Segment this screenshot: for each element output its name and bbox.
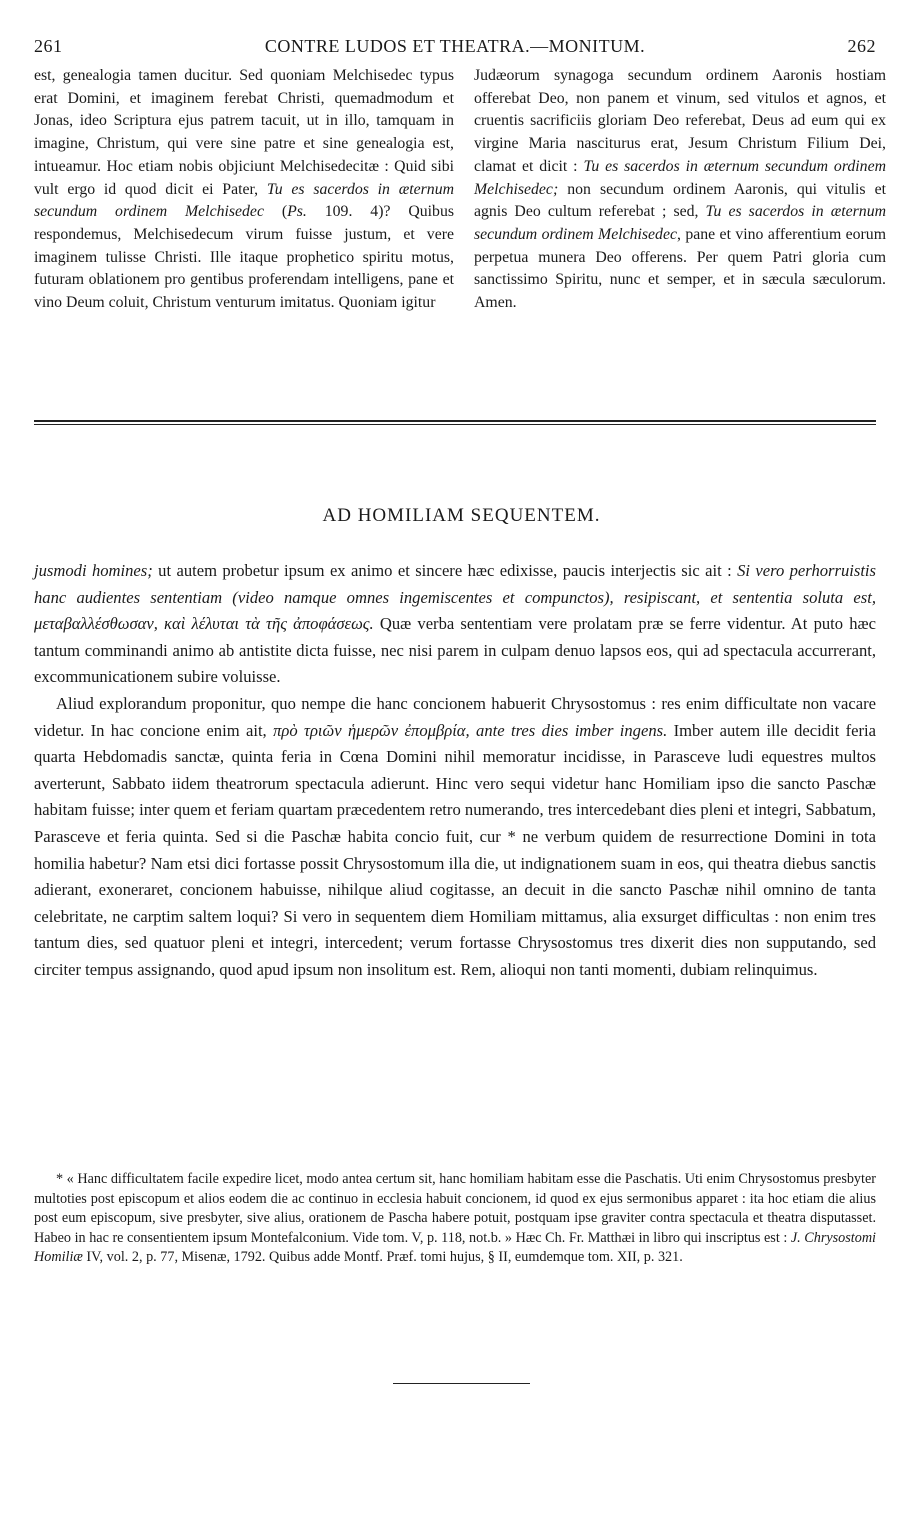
running-header: [34, 36, 876, 62]
right-column: [474, 65, 886, 315]
section-title: AD HOMILIAM SEQUENTEM.: [322, 505, 601, 526]
italic-ref: Ps.: [287, 203, 307, 221]
text-run: 109. 4)? Quibus respondemus, Melchisedecum virum fuisse justum, et vere imaginem tulisse Christi. Ille itaque prophetico spiritu motus, futuram oblationem pro gentibus proferendam intelligens, pane et vino Deum coluit, Christum venturum imitatus. Quoniam igitur: [34, 203, 454, 312]
text-run: Quæ verba sententiam vere prolatam præ se ferre videntur. At puto hæc tantum comminandi animo ab antistite dicta fuisse, nec nisi parem in culpam denuo lapsos eos, qui ad spectacula accurrerant, excommunicationem subire voluisse.: [34, 614, 876, 687]
italic-quote: Tu es sacerdos in æternum secundum ordinem Melchisedec;: [474, 157, 886, 198]
text-run: non secundum ordinem Aaronis, qui vitulis et agnis Deo cultum referebat ; sed,: [474, 180, 886, 221]
text-run: Judæorum synagoga secundum ordinem Aaronis hostiam offerebat Deo, non panem et vinum, sed vitulos et agnos, et cruentis sacrificiis gloriam Deo referebat, Deus ad eum qui ex virgine Maria nasciturus erat, Jesum Christum Filium Dei, clamat et dicit :: [474, 67, 886, 175]
text-run: (: [263, 203, 288, 221]
italic-quote: Tu es sacerdos in æternum secundum ordinem Melchisedec: [474, 203, 886, 243]
page-number-left: 261: [34, 36, 63, 56]
text-run: * « Hanc difficultatem facile expedire licet, modo antea certum sit, hanc homiliam habitam esse die Paschatis. Uti enim Chrysostomus presbyter multoties post episcopum et alios eodem die ac continuo in ecclesia habuit concionem, id quod ex ejus sermonibus apparet : ita hoc etiam die alius post eum episcopum, sive presbyter, sive alius, orationem de Pascha habere potuit, postquam ipse graviter contra spectacula et theatra disputasset. Habeo in hac re consentientem ipsum Montefalconium. Vide tom. V, p. 118, not.b. » Hæc Ch. Fr. Matthæi in libro qui inscriptus est :: [34, 1171, 876, 1246]
main-body: [34, 558, 876, 984]
right-column-text: [474, 65, 886, 315]
text-run: ut autem probetur ipsum ex animo et sincere hæc edixisse, paucis interjectis sic ait :: [152, 561, 738, 580]
footnote-text: [34, 1170, 876, 1268]
body-paragraph-2: [34, 691, 876, 984]
page-number-right: 262: [847, 36, 876, 56]
italic-quote: πρὸ τριῶν ἡμερῶν ἐπομβρία, ante tres dies imber ingens.: [273, 720, 668, 740]
footnote: [34, 1170, 876, 1268]
end-rule: [393, 1383, 530, 1384]
body-paragraph-1: [34, 558, 876, 691]
text-run: Aliud explorandum proponitur, quo nempe die hanc concionem habuerit Chrysostomus : res enim difficultate non vacare videtur. In hac concione enim ait,: [34, 693, 876, 740]
text-run: est, genealogia tamen ducitur. Sed quoniam Melchisedec typus erat Domini, et imaginem ferebat Christi, quemadmodum et Jonas, ideo Scriptura ejus patrem tacuit, ut in illo, tamquam in imagine, Christum, qui vere sine patre et sine genealogia est, intueamur. Hoc etiam nobis objiciunt Melchisedecitæ : Quid sibi vult ergo id quod dicit ei Pater,: [34, 67, 454, 198]
running-title: CONTRE LUDOS ET THEATRA.—MONITUM.: [264, 36, 646, 56]
section-divider: [34, 420, 876, 425]
text-run: Imber autem ille decidit feria quarta Hebdomadis sanctæ, quinta feria in Cœna Domini nihil memoratur incidisse, in Parasceve ludi equestres multos averterunt, Sabbato iidem theatrorum spectacula adierunt. Hinc vero sequi videtur hanc Homiliam ipso die sancto Paschæ habitam fuisse; inter quem et feriam quartam præcedentem retro numerando, tres intercedebant dies pleni et integri, Sabbatum, Parasceve et feria quinta. Sed si die Paschæ habita concio fuit, cur * ne verbum quidem de resurrectione Domini in tota homilia habetur? Nam etsi dici fortasse possit Chrysostomum illa die, ut indignationem suam in eos, qui theatra diebus sanctis adierant, exoneraret, concionem habuisse, nihilque aliud cogitasse, an decuit in die sancto Paschæ nihil omnino de tanta celebritate, ne carptim saltem loqui? Si vero in sequentem diem Homiliam mittamus, alia exsurget difficultas : non enim tres tantum dies, sed quatuor pleni et integri, intercedent; verum fortasse Chrysostomus tres dixerit dies non supputando, sed circiter tempus assignando, quod apud ipsum non insolitum est. Rem, alioqui non tanti momenti, dubiam relinquimus.: [34, 720, 876, 979]
left-column-text: [34, 65, 454, 315]
italic-text: jusmodi homines;: [34, 561, 153, 580]
italic-quote: Si vero perhorruistis hanc audientes sententiam (video namque omnes ingemiscentes et compunctos), resipiscant, et sententia soluta est, μεταβαλλέσθωσαν, καὶ λέλυται τὰ τῆς ἀποφάσεως.: [34, 561, 876, 634]
text-run: IV, vol. 2, p. 77, Misenæ, 1792. Quibus adde Montf. Præf. tomi hujus, § II, eumdemque tom. XII, p. 321.: [82, 1249, 683, 1265]
text-run: , pane et vino afferentium eorum perpetua munera Deo offerens. Per quem Patri gloria cum sanctissimo Spiritu, nunc et semper, et in sæcula sæculorum. Amen.: [474, 225, 886, 312]
italic-title: J. Chrysostomi Homiliæ: [34, 1229, 877, 1265]
left-column: [34, 65, 454, 315]
italic-quote: Tu es sacerdos in æternum secundum ordinem Melchisedec: [34, 180, 454, 221]
